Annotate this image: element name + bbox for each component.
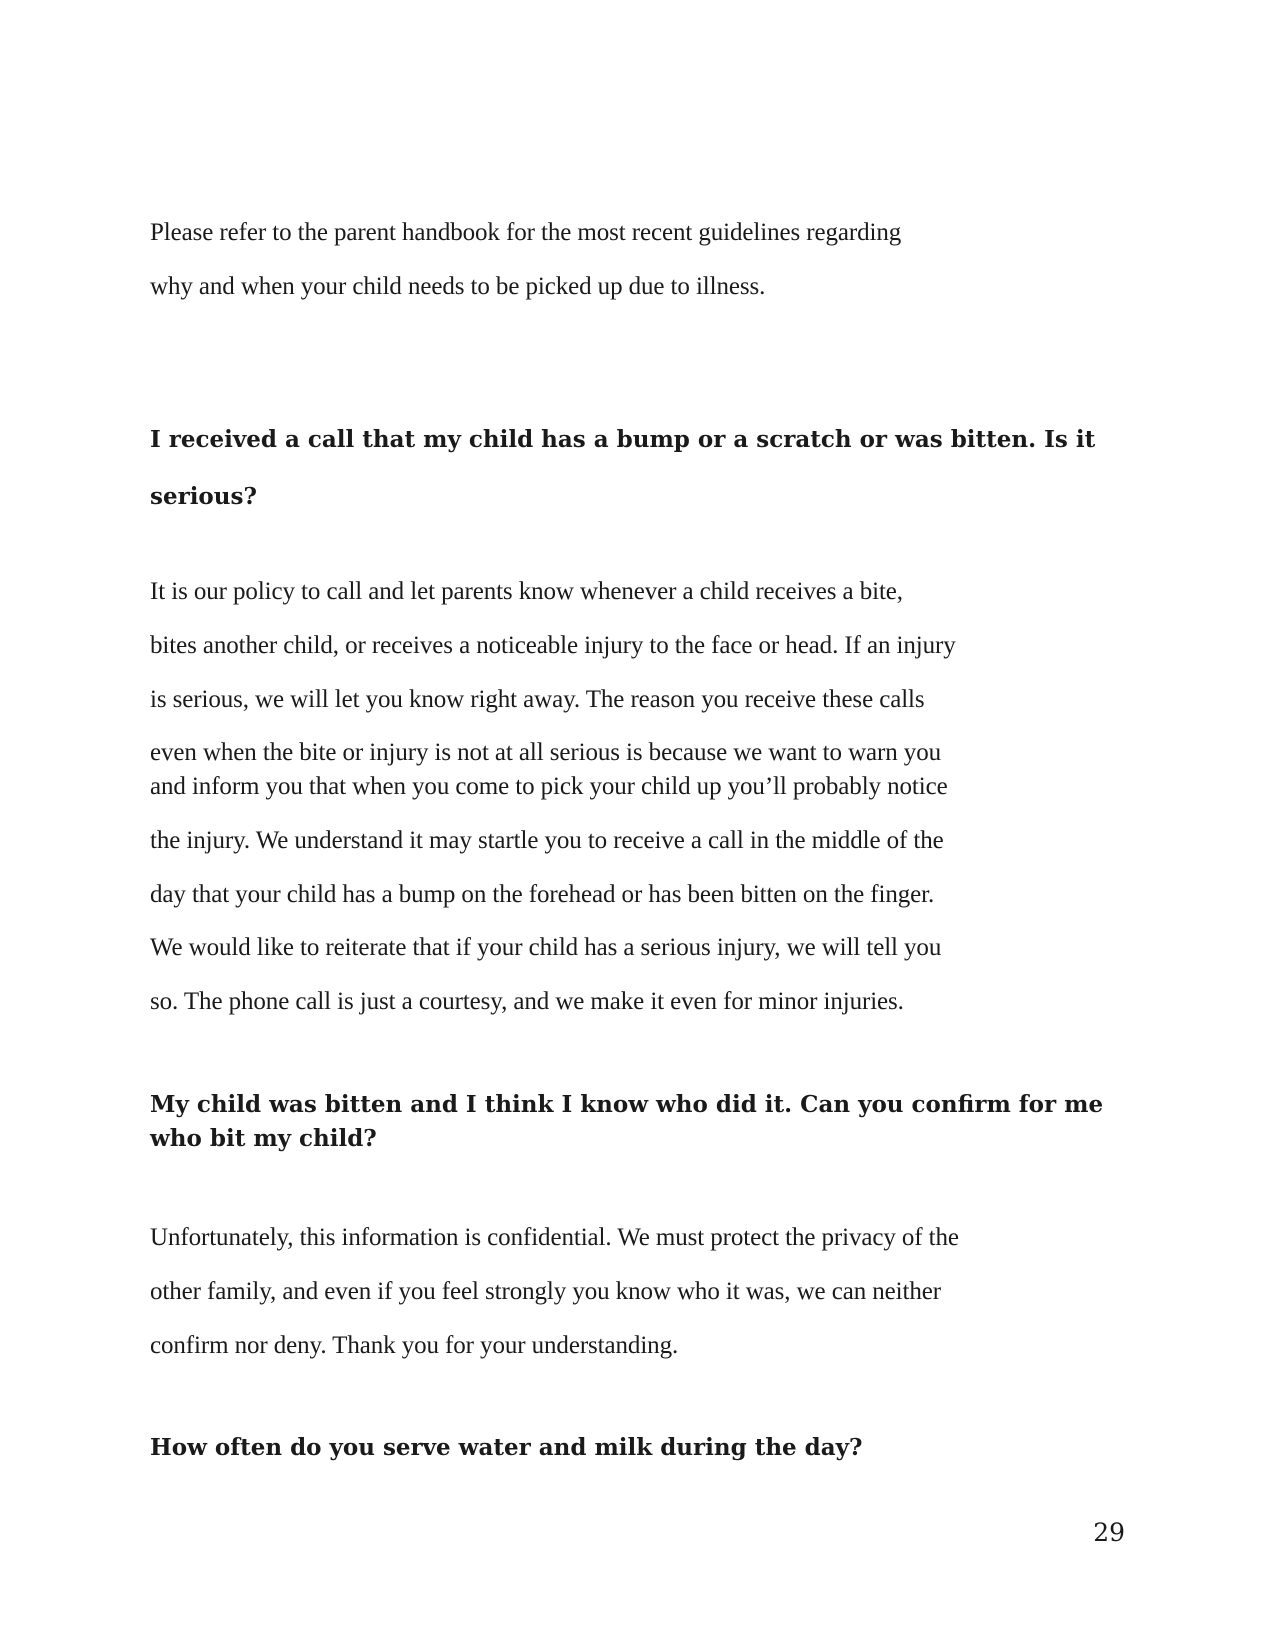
intro-line-2: why and when your child needs to be picked up due to illness.: [150, 273, 766, 300]
section-1-body-line-9: so. The phone call is just a courtesy, and we make it even for minor injuries.: [150, 988, 904, 1015]
section-1-body-line-1: It is our policy to call and let parents know whenever a child receives a bite,: [150, 578, 903, 605]
section-1-body-line-8: We would like to reiterate that if your child has a serious injury, we will tell you: [150, 934, 942, 961]
page-number: 29: [1093, 1518, 1125, 1547]
section-3-heading-line-1: How often do you serve water and milk during the day?: [150, 1434, 863, 1461]
section-2-body-line-2: other family, and even if you feel strongly you know who it was, we can neither: [150, 1278, 941, 1305]
section-2-heading-line-2: who bit my child?: [150, 1125, 377, 1152]
section-1-body-line-4: even when the bite or injury is not at all serious is because we want to warn you: [150, 739, 941, 766]
section-1-heading-line-2: serious?: [150, 483, 257, 510]
section-1-body-line-3: is serious, we will let you know right away. The reason you receive these calls: [150, 686, 925, 713]
section-2-heading-line-1: My child was bitten and I think I know who did it. Can you confirm for me: [150, 1091, 1104, 1118]
section-1-body-line-5: and inform you that when you come to pick your child up you’ll probably notice: [150, 773, 948, 800]
section-2-body-line-3: confirm nor deny. Thank you for your understanding.: [150, 1332, 679, 1359]
section-1-body-line-2: bites another child, or receives a noticeable injury to the face or head. If an injury: [150, 632, 956, 659]
section-1-body-line-7: day that your child has a bump on the forehead or has been bitten on the finger.: [150, 881, 935, 908]
section-1-body-line-6: the injury. We understand it may startle you to receive a call in the middle of the: [150, 827, 944, 854]
section-1-heading-line-1: I received a call that my child has a bump or a scratch or was bitten. Is it: [150, 426, 1096, 453]
section-2-body-line-1: Unfortunately, this information is confidential. We must protect the privacy of the: [150, 1224, 959, 1251]
intro-line-1: Please refer to the parent handbook for the most recent guidelines regarding: [150, 219, 902, 246]
